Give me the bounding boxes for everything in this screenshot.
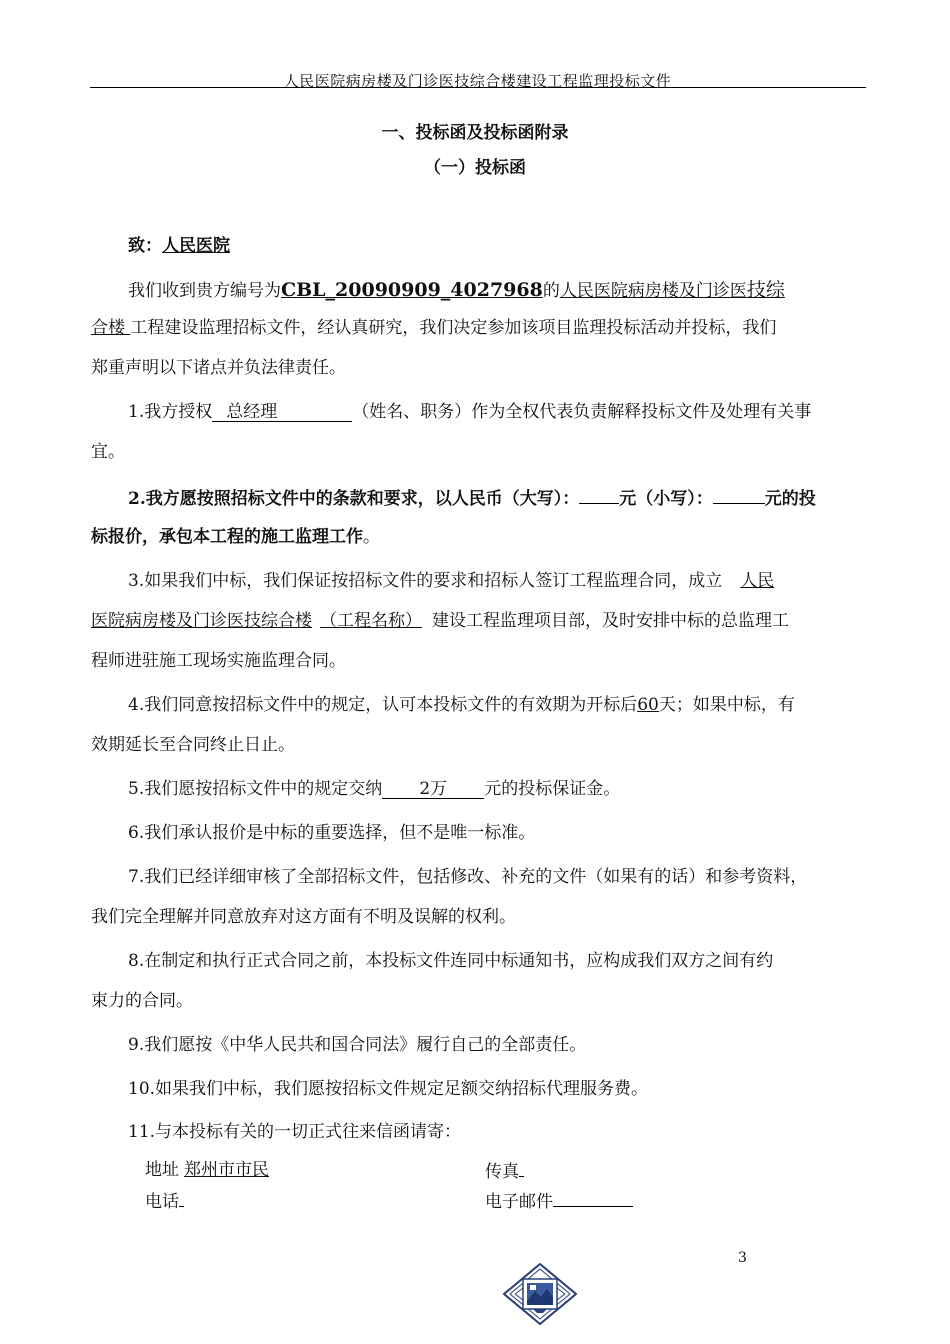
item2-text-c: 元的投: [764, 489, 816, 509]
project-name-3: 合楼: [91, 318, 125, 338]
addressee-prefix: 致：: [128, 236, 162, 256]
item3-text-a: 3.如果我们中标，我们保证按招标文件的要求和招标人签订工程监理合同，成立: [128, 571, 723, 591]
item8-line-1: 8.在制定和执行正式合同之前，本投标文件连同中标通知书，应构成我们双方之间有约: [128, 951, 774, 971]
company-logo-icon: [503, 1263, 577, 1325]
fax-blank: [519, 1160, 524, 1177]
intro-text-b: 的: [542, 281, 560, 301]
section-heading: 一、投标函及投标函附录: [381, 123, 569, 143]
item3-line-2: [91, 611, 861, 631]
price-figures-blank: [713, 487, 765, 504]
item2-text-d: 标报价，承包本工程的施工监理工作: [91, 527, 363, 547]
item3-text-b: 建设工程监理项目部，及时安排中标的总监理工: [432, 611, 789, 631]
item1-text-b: （姓名、职务）作为全权代表负责解释投标文件及处理有关事: [352, 402, 812, 422]
item1-text-a: 1.我方授权: [128, 402, 213, 422]
item7-line-2: 我们完全理解并同意放弃对这方面有不明及误解的权利。: [91, 907, 516, 927]
item4-line-2: 效期延长至合同终止日止。: [91, 735, 295, 755]
email-blank: [553, 1190, 633, 1207]
contact-address: [145, 1160, 465, 1180]
item4-text-a: 4.我们同意按招标文件中的规定，认可本投标文件的有效期为开标后: [128, 695, 638, 715]
page-number: 3: [738, 1250, 747, 1266]
contact-email: [485, 1190, 785, 1212]
price-words-blank: [579, 487, 619, 504]
item7-line-1: 7.我们已经详细审核了全部招标文件，包括修改、补充的文件（如果有的话）和参考资料，: [128, 867, 808, 887]
intro-line-2: [91, 318, 861, 338]
item9-line: 9.我们愿按《中华人民共和国合同法》履行自己的全部责任。: [128, 1035, 587, 1055]
phone-blank: [179, 1190, 184, 1207]
address-label: 地址: [145, 1160, 179, 1180]
subsection-heading: （一）投标函: [424, 158, 526, 178]
phone-label: 电话: [145, 1192, 179, 1212]
item3-project-1: 人民: [740, 571, 775, 591]
item4-line-1: [128, 695, 898, 715]
item1-line-2: 宜。: [91, 442, 125, 462]
fax-label: 传真: [485, 1162, 519, 1182]
item5-text-a: 5.我们愿按招标文件中的规定交纳: [128, 779, 383, 799]
item5-line: [128, 779, 898, 799]
intro-line-1: [128, 280, 898, 301]
address-value: 郑州市市民: [184, 1160, 269, 1180]
email-label: 电子邮件: [485, 1192, 553, 1212]
project-name-2: 技综: [746, 279, 785, 301]
contact-phone: [145, 1190, 465, 1212]
addressee-line: [128, 236, 898, 256]
item2-line-1: [128, 487, 898, 509]
item6-line: 6.我们承认报价是中标的重要选择，但不是唯一标准。: [128, 823, 536, 843]
addressee-name: 人民医院: [162, 236, 230, 256]
item1-line-1: [128, 402, 898, 422]
item11-line: 11.与本投标有关的一切正式往来信函请寄：: [128, 1122, 462, 1142]
header-rule: [90, 87, 866, 88]
intro-text-a: 我们收到贵方编号为: [128, 281, 281, 301]
item3-project-3: （工程名称）: [320, 611, 422, 631]
contact-fax: [485, 1160, 785, 1182]
item2-text-e: 。: [363, 527, 380, 547]
page-header-title: 人民医院病房楼及门诊医技综合楼建设工程监理投标文件: [283, 72, 672, 90]
item3-line-3: 程师进驻施工现场实施监理合同。: [91, 651, 346, 671]
item4-text-b: 天；如果中标，有: [658, 695, 795, 715]
item10-line: 10.如果我们中标，我们愿按招标文件规定足额交纳招标代理服务费。: [128, 1079, 649, 1099]
item2-text-a: 2.我方愿按照招标文件中的条款和要求，以人民币（大写）：: [128, 489, 580, 509]
intro-line-3: 郑重声明以下诸点并负法律责任。: [91, 358, 346, 378]
bid-bond-amount: 2万: [382, 781, 484, 799]
item8-line-2: 束力的合同。: [91, 991, 193, 1011]
intro-text-c: 工程建设监理招标文件，经认真研究，我们决定参加该项目监理投标活动并投标，我们: [130, 318, 777, 338]
item2-text-b: 元（小写）：: [619, 489, 713, 509]
project-name-1: 人民医院病房楼及门诊医: [559, 281, 747, 301]
validity-days: 60: [637, 695, 659, 715]
item2-line-2: [91, 527, 861, 547]
authorized-role: 总经理: [212, 404, 352, 422]
item3-project-2: 医院病房楼及门诊医技综合楼: [91, 611, 312, 631]
tender-code: CBL_20090909_4027968: [281, 279, 543, 301]
item3-line-1: [128, 571, 898, 591]
item5-text-b: 元的投标保证金。: [484, 779, 621, 799]
